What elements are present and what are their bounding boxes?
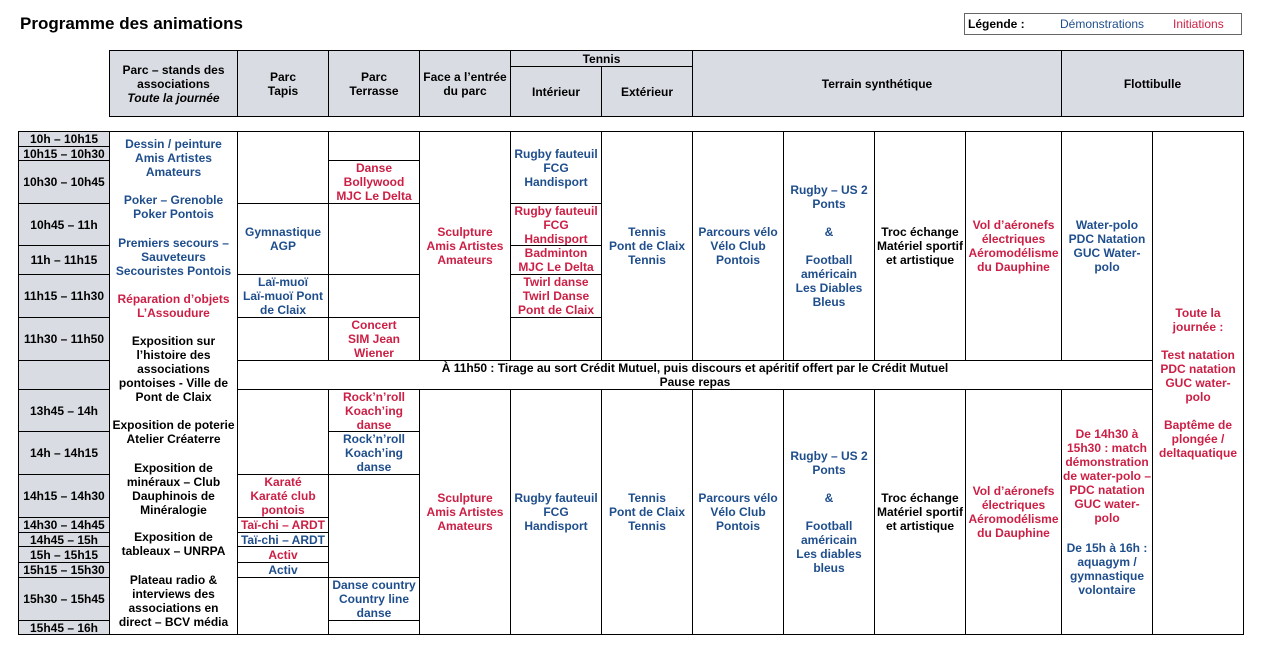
terrasse-empty bbox=[328, 131, 420, 161]
tapis-tai-chi: Taï-chi – ARDT bbox=[237, 532, 329, 547]
time-slot: 11h15 – 11h30 bbox=[18, 274, 110, 318]
legend-label: Légende : bbox=[968, 17, 1025, 31]
time-slot: 14h45 – 15h bbox=[18, 532, 110, 547]
time-slot: 10h45 – 11h bbox=[18, 203, 110, 246]
exterieur-tennis: Tennis Pont de Claix Tennis bbox=[601, 131, 693, 361]
interieur-empty bbox=[510, 317, 602, 361]
terrain-parcours-velo: Parcours vélo Vélo Club Pontois bbox=[692, 131, 784, 361]
stand-expo-poterie: Exposition de poterie Atelier Créaterre bbox=[112, 418, 235, 446]
time-slot: 10h30 – 10h45 bbox=[18, 160, 110, 204]
tapis-empty bbox=[237, 131, 329, 204]
legend-initiations: Initiations bbox=[1173, 17, 1224, 31]
flottibulle-match: De 14h30 à 15h30 : match démonstration de water-polo – PDC natation GUC water- polo bbox=[1062, 427, 1151, 525]
header-parc-stands-label: Parc – stands des associations bbox=[122, 62, 225, 91]
header-parc-stands bbox=[109, 50, 238, 117]
stand-expo-histoire: Exposition sur l’histoire des associations pontoises - Ville de Pont de Claix bbox=[118, 334, 229, 404]
time-slot-break bbox=[18, 360, 110, 390]
time-slot: 10h15 – 10h30 bbox=[18, 146, 110, 161]
flottibulle-aquagym: De 15h à 16h : aquagym / gymnastique volontaire bbox=[1066, 541, 1148, 597]
terrain-rugby-football: Rugby – US 2 Ponts & Football américain Les diables bleus bbox=[783, 389, 875, 635]
header-tennis: Tennis bbox=[510, 50, 693, 67]
interieur-rugby-fauteuil: Rugby fauteuil FCG Handisport bbox=[510, 131, 602, 204]
stand-expo-tableaux: Exposition de tableaux – UNRPA bbox=[121, 530, 226, 558]
terrasse-danse-bollywood: Danse Bollywood MJC Le Delta bbox=[328, 160, 420, 204]
terrasse-danse-country: Danse country Country line danse bbox=[328, 577, 420, 621]
stand-reparation: Réparation d’objets L’Assoudure bbox=[117, 292, 230, 320]
terrasse-rock-n-roll: Rock’n’roll Koach’ing danse bbox=[328, 389, 420, 432]
exterieur-tennis: Tennis Pont de Claix Tennis bbox=[601, 389, 693, 635]
stand-dessin: Dessin / peinture Amis Artistes Amateurs bbox=[125, 137, 222, 179]
header-face-entree: Face a l’entrée du parc bbox=[419, 50, 511, 117]
terrain-vol-aeronefs: Vol d’aéronefs électriques Aéromodélisme du Dauphine bbox=[965, 389, 1062, 635]
tapis-gymnastique: Gymnastique AGP bbox=[237, 203, 329, 275]
terrasse-empty bbox=[328, 274, 420, 318]
terrain-rugby-football: Rugby – US 2 Ponts & Football américain Les Diables Bleus bbox=[783, 131, 875, 361]
legend-demonstrations: Démonstrations bbox=[1060, 17, 1145, 31]
stand-expo-mineraux: Exposition de minéraux – Club Dauphinois de Minéralogie bbox=[126, 461, 221, 517]
terrasse-empty bbox=[328, 203, 420, 275]
header-parc-tapis: Parc Tapis bbox=[237, 50, 329, 117]
time-slot: 15h – 15h15 bbox=[18, 546, 110, 563]
header-parc-terrasse: Parc Terrasse bbox=[328, 50, 420, 117]
header-parc-stands-sub: Toute la journée bbox=[127, 90, 220, 105]
terrasse-rock-n-roll: Rock’n’roll Koach’ing danse bbox=[328, 431, 420, 475]
time-slot: 11h – 11h15 bbox=[18, 245, 110, 275]
tapis-tai-chi: Taï-chi – ARDT bbox=[237, 517, 329, 533]
header-flottibulle: Flottibulle bbox=[1061, 50, 1244, 117]
stand-secours: Premiers secours – Sauveteurs Secouristes Pontois bbox=[115, 236, 232, 278]
tapis-activ: Activ bbox=[237, 562, 329, 578]
terrasse-empty bbox=[328, 620, 420, 635]
legend bbox=[964, 13, 1242, 35]
page-title: Programme des animations bbox=[20, 14, 243, 33]
terrain-troc-echange: Troc échange Matériel sportif et artistique bbox=[874, 389, 966, 635]
stand-poker: Poker – Grenoble Poker Pontois bbox=[123, 193, 224, 221]
tapis-lai-muoi: Laï-muoï Laï-muoï Pont de Claix bbox=[237, 274, 329, 318]
tapis-activ: Activ bbox=[237, 546, 329, 563]
header-terrain: Terrain synthétique bbox=[692, 50, 1062, 117]
interieur-twirl-danse: Twirl danse Twirl Danse Pont de Claix bbox=[510, 274, 602, 318]
time-slot: 15h30 – 15h45 bbox=[18, 577, 110, 621]
terrasse-concert: Concert SIM Jean Wiener bbox=[328, 317, 420, 361]
time-slot: 15h15 – 15h30 bbox=[18, 562, 110, 578]
header-exterieur: Extérieur bbox=[601, 66, 693, 117]
interieur-rugby-fauteuil: Rugby fauteuil FCG Handisport bbox=[510, 203, 602, 246]
terrasse-empty bbox=[328, 474, 420, 578]
time-slot: 10h – 10h15 bbox=[18, 131, 110, 147]
tapis-karate: Karaté Karaté club pontois bbox=[237, 474, 329, 518]
time-slot: 13h45 – 14h bbox=[18, 389, 110, 432]
face-sculpture: Sculpture Amis Artistes Amateurs bbox=[419, 389, 511, 635]
terrain-vol-aeronefs: Vol d’aéronefs électriques Aéromodélisme du Dauphine bbox=[965, 131, 1062, 361]
terrain-parcours-velo: Parcours vélo Vélo Club Pontois bbox=[692, 389, 784, 635]
interieur-rugby-fauteuil: Rugby fauteuil FCG Handisport bbox=[510, 389, 602, 635]
time-slot: 14h15 – 14h30 bbox=[18, 474, 110, 518]
terrain-troc-echange: Troc échange Matériel sportif et artistique bbox=[874, 131, 966, 361]
tapis-empty bbox=[237, 317, 329, 361]
time-slot: 14h30 – 14h45 bbox=[18, 517, 110, 533]
lunch-break-banner: À 11h50 : Tirage au sort Crédit Mutuel, puis discours et apéritif offert par le Crédit Mutuel Pause repas bbox=[237, 360, 1153, 390]
time-slot: 15h45 – 16h bbox=[18, 620, 110, 635]
tapis-empty bbox=[237, 577, 329, 635]
interieur-badminton: Badminton MJC Le Delta bbox=[510, 245, 602, 275]
time-slot: 11h30 – 11h50 bbox=[18, 317, 110, 361]
header-interieur: Intérieur bbox=[510, 66, 602, 117]
stand-plateau-radio: Plateau radio & interviews des associations en direct – BCV média bbox=[118, 573, 229, 629]
flottibulle-toute-la-journee: Toute la journée : Test natation PDC natation GUC water- polo Baptême de plongée / deltaquatique bbox=[1152, 131, 1244, 635]
flottibulle-water-polo: Water-polo PDC Natation GUC Water- polo bbox=[1061, 131, 1153, 361]
face-sculpture: Sculpture Amis Artistes Amateurs bbox=[419, 131, 511, 361]
tapis-empty bbox=[237, 389, 329, 475]
time-slot: 14h – 14h15 bbox=[18, 431, 110, 475]
